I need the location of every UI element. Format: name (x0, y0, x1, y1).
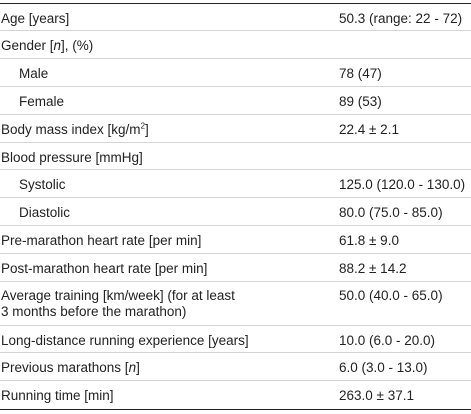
label-gender-pre: Gender [ (1, 38, 54, 53)
label-gender-italic: n (53, 38, 62, 53)
label-gender (1, 38, 93, 54)
label-training-line2: 3 months before the marathon) (1, 304, 187, 319)
row-systolic (0, 170, 471, 198)
value-female: 89 (53) (339, 94, 382, 109)
label-bmi-pre: Body mass index [kg/m (1, 122, 141, 137)
label-previous-pre: Previous marathons [ (1, 360, 129, 375)
row-diastolic (0, 198, 471, 226)
row-bmi (0, 115, 471, 143)
row-pre-hr (0, 226, 471, 254)
row-age (0, 4, 471, 31)
label-pre-hr: Pre-marathon heart rate [per min] (1, 233, 202, 248)
row-gender (0, 31, 471, 59)
label-male: Male (19, 66, 49, 81)
label-bmi (1, 122, 149, 138)
value-bmi: 22.4 ± 2.1 (339, 122, 399, 137)
value-experience: 10.0 (6.0 - 20.0) (339, 333, 436, 348)
row-post-hr (0, 254, 471, 282)
row-training (0, 282, 471, 326)
label-training-line1: Average training [km/week] (for at least (1, 288, 235, 303)
label-bmi-post: ] (145, 122, 149, 137)
row-running-time (0, 381, 471, 410)
value-post-hr: 88.2 ± 14.2 (339, 261, 407, 276)
label-age: Age [years] (1, 11, 70, 26)
value-age: 50.3 (range: 22 - 72) (339, 11, 463, 26)
value-diastolic: 80.0 (75.0 - 85.0) (339, 205, 443, 220)
row-blood-pressure (0, 143, 471, 170)
label-previous-post: ] (136, 360, 140, 375)
label-systolic: Systolic (19, 177, 66, 192)
row-experience (0, 326, 471, 353)
label-gender-post: ], (%) (61, 38, 94, 53)
label-post-hr: Post-marathon heart rate [per min] (1, 261, 208, 276)
label-running-time: Running time [min] (1, 388, 114, 403)
label-female: Female (19, 94, 65, 109)
value-running-time: 263.0 ± 37.1 (339, 388, 414, 403)
row-female (0, 87, 471, 115)
value-previous-marathons: 6.0 (3.0 - 13.0) (339, 360, 428, 375)
value-systolic: 125.0 (120.0 - 130.0) (339, 177, 466, 192)
label-previous-marathons (1, 360, 140, 376)
label-bmi-sup: 2 (140, 121, 146, 131)
row-previous-marathons (0, 353, 471, 381)
label-experience: Long-distance running experience [years] (1, 333, 249, 348)
label-blood-pressure: Blood pressure [mmHg] (1, 150, 143, 165)
label-previous-italic: n (128, 360, 137, 375)
value-training: 50.0 (40.0 - 65.0) (339, 288, 443, 303)
value-pre-hr: 61.8 ± 9.0 (339, 233, 399, 248)
label-diastolic: Diastolic (19, 205, 71, 220)
row-male (0, 59, 471, 87)
value-male: 78 (47) (339, 66, 382, 81)
